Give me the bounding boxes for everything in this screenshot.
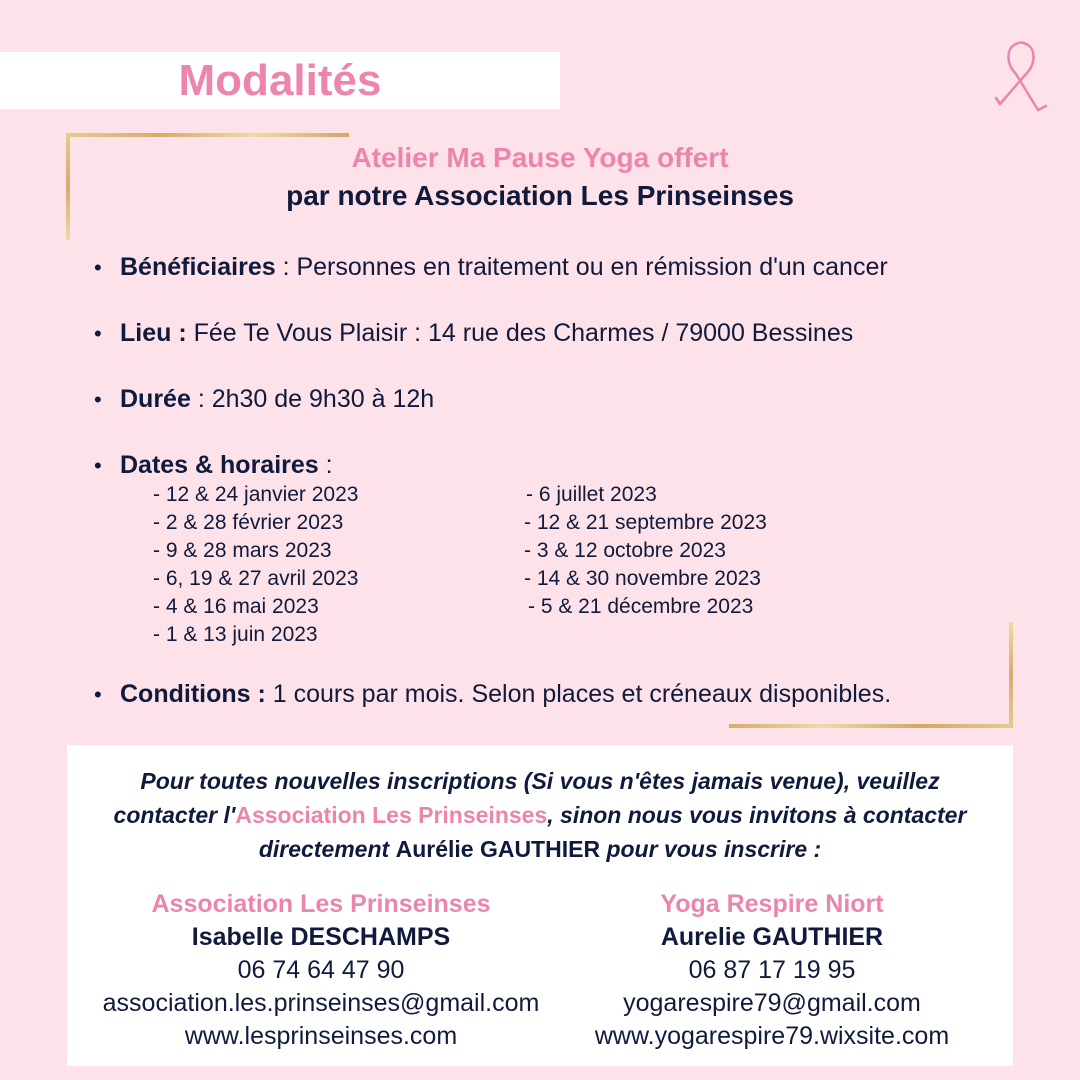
date-entry: - 12 & 24 janvier 2023 <box>153 483 359 506</box>
contact-org: Association Les Prinseinses <box>151 890 491 918</box>
contact-email[interactable]: yogarespire79@gmail.com <box>623 989 921 1017</box>
date-entry: - 6 juillet 2023 <box>526 483 657 506</box>
bullet-dot: • <box>94 387 102 412</box>
item-conditions <box>120 680 891 709</box>
date-entry: - 9 & 28 mars 2023 <box>153 539 332 562</box>
item-label: Bénéficiaires <box>120 253 276 281</box>
contact-website[interactable]: www.yogarespire79.wixsite.com <box>594 1022 950 1050</box>
item-duree <box>120 385 434 414</box>
item-label: Lieu : <box>120 319 187 347</box>
contact-person: Aurelie GAUTHIER <box>660 923 884 951</box>
item-dates <box>120 451 333 480</box>
date-entry: - 12 & 21 septembre 2023 <box>524 511 767 534</box>
item-text: : 2h30 de 9h30 à 12h <box>190 385 435 413</box>
item-text: 1 cours par mois. Selon places et créneaux disponibles. <box>265 680 892 708</box>
subtitle-line-2: par notre Association Les Prinseinses <box>286 180 794 211</box>
contact-phone[interactable]: 06 87 17 19 95 <box>688 956 856 984</box>
date-entry: - 14 & 30 novembre 2023 <box>524 567 761 590</box>
title-banner <box>0 52 560 109</box>
contact-email[interactable]: association.les.prinseinses@gmail.com <box>102 989 540 1017</box>
item-text: Fée Te Vous Plaisir : 14 rue des Charmes / 79000 Bessines <box>186 319 854 347</box>
contact-name-highlight: Aurélie GAUTHIER <box>395 836 601 862</box>
date-entry: - 5 & 21 décembre 2023 <box>528 595 754 618</box>
instructions-line-2 <box>67 798 1013 832</box>
bullet-dot: • <box>94 682 102 707</box>
bullet-dot: • <box>94 453 102 478</box>
pink-ribbon-icon <box>992 40 1054 116</box>
item-text: : <box>318 451 333 479</box>
instructions-text: pour vous inscrire : <box>600 836 822 862</box>
gold-frame-bottom-right <box>729 724 1013 728</box>
date-entry: - 1 & 13 juin 2023 <box>153 623 318 646</box>
contact-card-association <box>71 888 571 1053</box>
contact-card-yoga <box>560 888 984 1053</box>
date-entry: - 6, 19 & 27 avril 2023 <box>153 567 359 590</box>
bullet-dot: • <box>94 321 102 346</box>
association-name-highlight: Association Les Prinseinses <box>235 802 548 828</box>
subtitle-line-1: Atelier Ma Pause Yoga offert <box>351 142 729 173</box>
instructions-line-1 <box>67 764 1013 798</box>
item-beneficiaires <box>120 253 888 282</box>
date-entry: - 4 & 16 mai 2023 <box>153 595 319 618</box>
bullet-dot: • <box>94 255 102 280</box>
contact-website[interactable]: www.lesprinseinses.com <box>184 1022 458 1050</box>
item-text: : Personnes en traitement ou en rémission d'un cancer <box>275 253 888 281</box>
item-label: Dates & horaires <box>120 451 319 479</box>
instructions-text: contacter l' <box>113 802 236 828</box>
contact-org: Yoga Respire Niort <box>660 890 884 918</box>
registration-instructions <box>67 764 1013 866</box>
gold-frame-bottom-right-vertical <box>1009 622 1013 728</box>
contact-phone[interactable]: 06 74 64 47 90 <box>237 956 405 984</box>
contact-person: Isabelle DESCHAMPS <box>191 923 451 951</box>
instructions-text: , sinon nous vous invitons à contacter <box>547 802 967 828</box>
item-label: Conditions : <box>120 680 266 708</box>
gold-frame-top-left <box>66 133 349 137</box>
item-lieu <box>120 319 853 348</box>
item-label: Durée <box>120 385 191 413</box>
instructions-text: Pour toutes nouvelles inscriptions (Si vous n'êtes jamais venue), veuillez <box>140 768 940 794</box>
date-entry: - 3 & 12 octobre 2023 <box>524 539 726 562</box>
instructions-line-3 <box>67 832 1013 866</box>
page-title: Modalités <box>178 56 382 105</box>
date-entry: - 2 & 28 février 2023 <box>153 511 344 534</box>
instructions-text: directement <box>258 836 396 862</box>
